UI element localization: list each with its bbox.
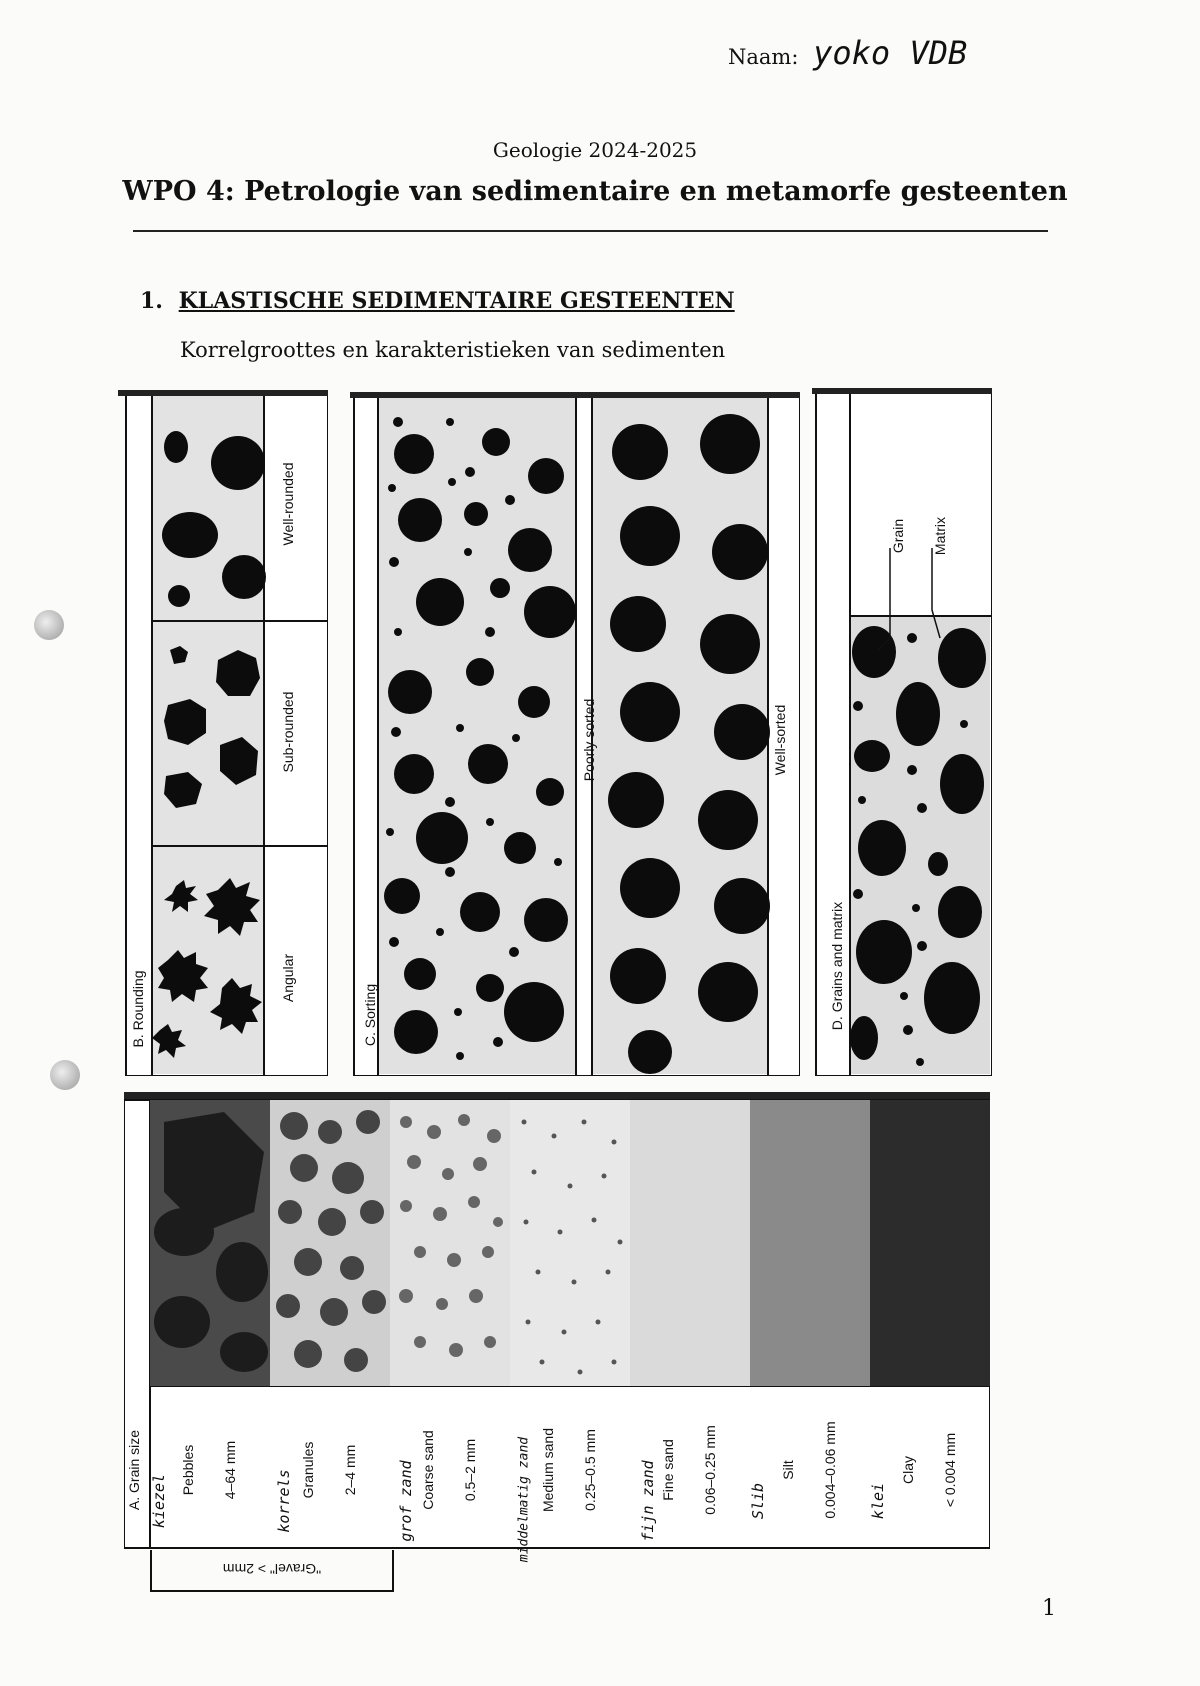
coarse-sand-name: Coarse sand [420, 1430, 436, 1510]
label-angular: Angular [280, 953, 296, 1003]
rounding-figure [118, 390, 328, 1076]
pebbles-name: Pebbles [180, 1444, 196, 1496]
section-subtitle: Korrelgroottes en karakteristieken van sedimenten [180, 338, 726, 362]
page-number: 1 [1042, 1596, 1056, 1621]
title-rule [133, 230, 1048, 232]
name-line [728, 34, 967, 72]
rounding-title: B. Rounding [130, 970, 146, 1048]
grain-size-panel [124, 1092, 990, 1562]
label-well-rounded: Well-rounded [280, 462, 296, 546]
sorting-title: C. Sorting [362, 983, 378, 1047]
sorting-figure [350, 392, 800, 1076]
name-label: Naam: [728, 45, 799, 69]
hw-grof-zand: grof zand [397, 1460, 415, 1542]
section-title: KLASTISCHE SEDIMENTAIRE GESTEENTEN [178, 288, 735, 314]
page-title: WPO 4: Petrologie van sedimentaire en metamorfe gesteenten [122, 176, 1068, 207]
pebbles-range: 4–64 mm [222, 1440, 238, 1500]
fine-sand-name: Fine sand [660, 1439, 676, 1501]
hw-korrels: korrels [275, 1469, 293, 1533]
gravel-bracket [150, 1550, 394, 1592]
coarse-sand-range: 0.5–2 mm [462, 1438, 478, 1502]
grain-swatches [150, 1100, 990, 1386]
silt-range: 0.004–0.06 mm [822, 1421, 838, 1519]
binder-hole [50, 1060, 80, 1090]
section-number: 1. [140, 288, 163, 314]
clay-range: < 0.004 mm [942, 1432, 958, 1508]
label-sub-rounded: Sub-rounded [280, 691, 296, 773]
grain-size-title: A. Grain size [126, 1429, 142, 1511]
name-value: yoko VDB [813, 34, 968, 72]
granules-range: 2–4 mm [342, 1444, 358, 1496]
binder-hole [34, 610, 64, 640]
medium-sand-range: 0.25–0.5 mm [582, 1429, 598, 1511]
course-label: Geologie 2024-2025 [492, 138, 698, 162]
silt-name: Silt [780, 1460, 796, 1480]
rounding-panel [118, 390, 328, 1076]
hw-middelmatig-zand: middelmatig zand [516, 1436, 532, 1563]
label-matrix: Matrix [932, 516, 948, 556]
hw-slib: Slib [749, 1482, 767, 1520]
gravel-label: "Gravel" > 2mm [222, 1561, 322, 1577]
medium-sand-name: Medium sand [540, 1427, 556, 1513]
label-well-sorted: Well-sorted [772, 704, 788, 776]
clay-name: Clay [900, 1456, 916, 1485]
hw-klei: klei [869, 1482, 887, 1520]
grain-size-figure [124, 1092, 990, 1562]
sorting-panel [350, 392, 800, 1076]
hw-fijn-zand: fijn zand [639, 1460, 657, 1542]
granules-name: Granules [300, 1441, 316, 1499]
grains-matrix-panel [812, 388, 992, 1076]
label-grain: Grain [890, 518, 906, 554]
fine-sand-range: 0.06–0.25 mm [702, 1425, 718, 1515]
hw-kiezel: kiezel [150, 1473, 168, 1529]
label-poorly-sorted: Poorly sorted [581, 698, 597, 782]
section-heading [140, 288, 735, 314]
matrix-title: D. Grains and matrix [829, 901, 845, 1031]
